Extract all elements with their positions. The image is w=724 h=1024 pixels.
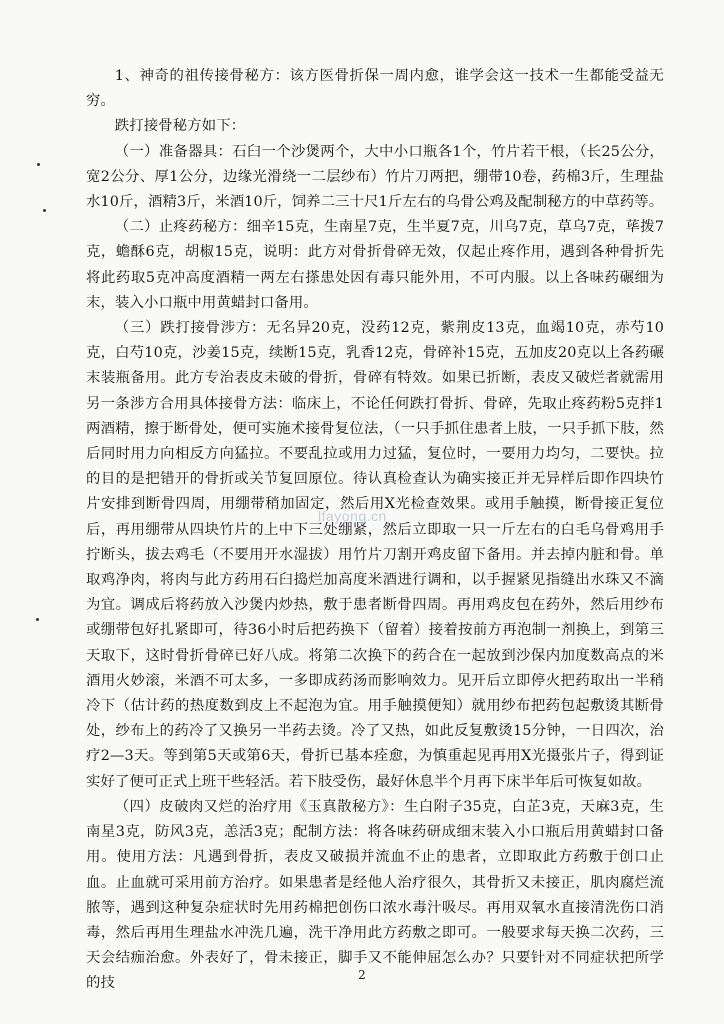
paragraph-heading: 1、神奇的祖传接骨秘方：该方医骨折保一周内愈，谁学会这一技术一生都能受益无穷。 <box>86 68 664 110</box>
page-number: 2 <box>358 968 366 982</box>
document-body <box>86 64 664 997</box>
paragraph-intro: 跌打接骨秘方如下： <box>114 118 246 135</box>
paragraph-bone-setting: （三）跌打接骨涉方：无名异20克，没药12克，紫荆皮13克，血竭10克，赤芍10克，白芍10克，沙姜15克，续断15克，乳香12克，骨碎补15克，五加皮20克以上各药碾末装瓶备用。此方专治表皮未破的骨折，骨碎有特效。如果已折断，表皮又破烂者就需用另一条涉方合用具体接骨方法：临床上，不论任何跌打骨折、骨碎，先取止疼药粉5克拌1两酒精，擦于断骨处，便可实施术接骨复位法，（一只手抓住患者上肢，一只手抓下肢，然后同时用力向相反方向猛拉。不要乱拉或用力过猛，复位时，一要用力均匀，二要快。拉的目的是把错开的骨折或关节复回原位。待认真检查认为确实接正并无异样后即作四块竹片安排到断骨四周，用绷带稍加固定，然后用X光检查效果。或用手触摸，断骨接正复位后，再用绷带从四块竹片的上中下三处绷紧，然后立即取一只一斤左右的白毛乌骨鸡用手拧断头，拔去鸡毛（不要用开水湿拔）用竹片刀割开鸡皮留下备用。并去掉内脏和骨。单取鸡净肉，将肉与此方药用石臼捣烂加高度米酒进行调和，以手握紧见指缝出水珠又不滴为宜。调成后将药放入沙煲内炒热，敷于患者断骨四周。再用鸡皮包在药外，然后用纱布或绷带包好扎紧即可，待36小时后把药换下（留着）接着按前方再泡制一剂换上，到第三天取下，这时骨折骨碎已好八成。将第二次换下的药合在一起放到沙保内加度数高点的米酒用火妙滚，米酒不可太多，一多即成药汤而影响效力。见开后立即停火把药取出一半稍冷下（估计药的热度数到皮上不起泡为宜。用手触摸便知）就用纱布把药包起敷烫其断骨处，纱布上的药冷了又换另一半药去烫。冷了又热，如此反复敷烫15分钟，一日四次，治疗2—3天。等到第5天或第6天，骨折已基本痊愈，为慎重起见再用X光摄张片子，得到证实好了便可正式上班干些轻活。若下肢受伤，最好休息半个月再下床半年后可恢复如故。 <box>86 320 664 790</box>
paragraph-equipment: （一）准备器具：石臼一个沙煲两个，大中小口瓶各1个，竹片若干根，（长25公分，宽2公分、厚1公分，边缘光滑绕一二层纱布）竹片刀两把，绷带10卷，药棉3斤，生理盐水10斤，酒精3斤，米酒10斤，饲养二三十尺1斤左右的乌骨公鸡及配制秘方的中草药等。 <box>86 143 664 211</box>
scan-speck <box>36 618 39 621</box>
paragraph-painkiller: （二）止疼药秘方：细辛15克，生南星7克，生半夏7克，川乌7克，草乌7克，荜拨7克，蟾酥6克，胡椒15克，说明：此方对骨折骨碎无效，仅起止疼作用，遇到各种骨折先将此药取5克冲高度酒精一两左右搽患处因有毒只能外用，不可内服。以上各味药碾细为末，装入小口瓶中用黄蜡封口备用。 <box>86 219 664 311</box>
paragraph-open-wound: （四）皮破肉又烂的治疗用《玉真散秘方》：生白附子35克，白芷3克，天麻3克，生南星3克，防风3克，恙活3克；配制方法：将各味药研成细末装入小口瓶后用黄蜡封口备用。使用方法：凡遇到骨折，表皮又破损并流血不止的患者，立即取此方药敷于创口止血。止血就可采用前方治疗。如果患者是经他人治疗很久，其骨折又未接正，肌肉腐烂流脓等，遇到这种复杂症状时先用药棉把创伤口浓水毒汁吸尽。再用双氧水直接清洗伤口消毒，然后再用生理盐水冲洗几遍，洗干净用此方药敷之即可。一般要求每天换二次药，三天会结痂治愈。外表好了，骨未接正，脚手又不能伸屈怎么办？只要针对不同症状把所学的技 <box>86 798 664 992</box>
watermark: lfayong.cn <box>318 508 387 524</box>
scan-speck <box>43 209 46 212</box>
scan-speck <box>37 163 40 166</box>
